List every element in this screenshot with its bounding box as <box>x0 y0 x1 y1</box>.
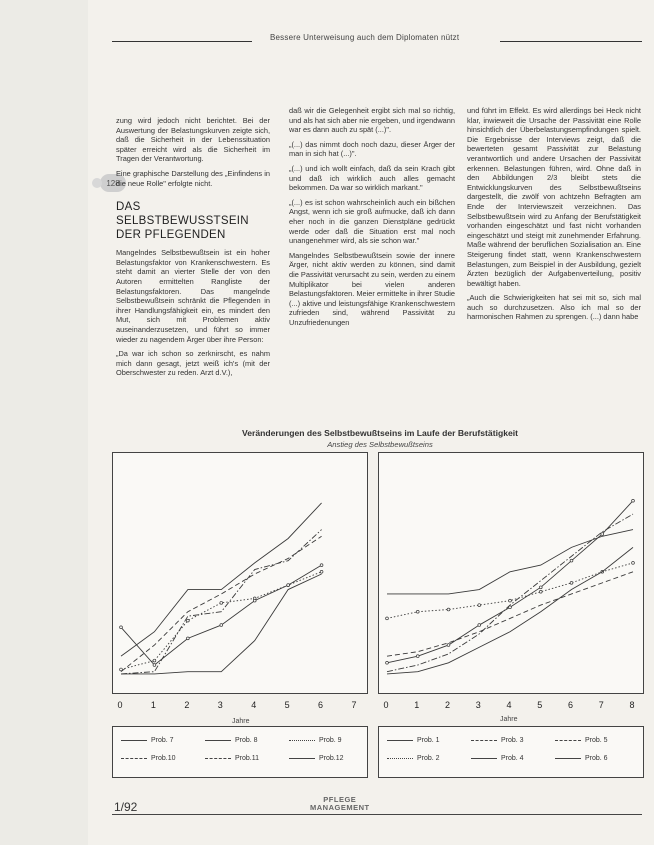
data-point <box>416 655 419 658</box>
data-point <box>386 661 389 664</box>
page-number: 1/92 <box>114 800 138 814</box>
legend-swatch <box>555 758 581 759</box>
series-line-prob-3 <box>387 572 633 656</box>
x-tick-label: 3 <box>217 700 223 710</box>
data-point <box>509 599 512 602</box>
series-line-prob-4 <box>387 547 633 674</box>
data-point <box>287 584 290 587</box>
legend-swatch <box>205 758 231 759</box>
legend-swatch <box>387 758 413 759</box>
legend-label: Prob. 7 <box>151 737 174 744</box>
text-column-2 <box>289 106 455 332</box>
data-point <box>386 617 389 620</box>
page-marker-label: 128 <box>106 178 120 188</box>
data-point <box>478 604 481 607</box>
x-tick-label: 3 <box>475 700 481 710</box>
legend-item <box>387 737 440 744</box>
legend-label: Prob. 6 <box>585 755 608 762</box>
paragraph: zung wird jedoch nicht berichtet. Bei der Auswertung der Belastungskurven zeigte sich, daß die Sicherheit in der Lebenssituation später erreicht wird als die Sicherheit im Tragen der Verantwortung. <box>116 116 270 164</box>
series-line-prob-7 <box>121 503 322 656</box>
legend-right <box>378 726 644 778</box>
legend-label: Prob.11 <box>235 755 259 762</box>
x-axis-label-right: Jahre <box>500 716 518 723</box>
legend-left <box>112 726 368 778</box>
figure-title: Veränderungen des Selbstbewußtseins im Laufe der Berufstätigkeit <box>241 428 519 438</box>
paragraph: „Auch die Schwierigkeiten hat sei mit so, sich mal auch so durchzusetzen. Also ich mal so der harmonischen Rahmen zu sprengen. (...) dann habe <box>467 293 641 322</box>
data-point <box>220 601 223 604</box>
legend-label: Prob. 5 <box>585 737 608 744</box>
legend-item <box>205 755 259 762</box>
paragraph: Mangelndes Selbstbewußtsein sowie der innere Ärger, nicht aktiv werden zu können, sind damit die Passivität verursacht zu sein, werden zu einem Multiplikator bei vielen anderen Belastungsfaktoren. Meier ermittelte in ihrer Studie (...) aktive und leistungsfähige Krankenschwestern zufrieden sind, während Passivität zu Unzufriedenungen <box>289 250 455 327</box>
x-tick-label: 6 <box>318 700 324 710</box>
chart-panel-left <box>112 452 368 694</box>
legend-swatch <box>471 740 497 741</box>
header-rule-right <box>500 41 642 42</box>
legend-item <box>471 755 524 762</box>
data-point <box>447 608 450 611</box>
legend-item <box>121 737 174 744</box>
legend-swatch <box>387 740 413 741</box>
legend-label: Prob. 8 <box>235 737 258 744</box>
data-point <box>320 564 323 567</box>
x-tick-label: 4 <box>506 700 512 710</box>
legend-item <box>289 737 342 744</box>
data-point <box>570 581 573 584</box>
legend-label: Prob.12 <box>319 755 344 762</box>
running-head: Bessere Unterweisung auch dem Diplomaten nützt <box>270 33 460 42</box>
footer-rule <box>112 814 642 815</box>
legend-item <box>387 755 440 762</box>
data-point <box>220 624 223 627</box>
x-tick-label: 8 <box>629 700 635 710</box>
data-point <box>601 533 604 536</box>
paragraph: und führt im Effekt. Es wird allerdings bei Heck nicht klar, inwieweit die Ursache der Passivität eine Rolle hinsichtlich der Überbelastungsempfindungen spielt. Die Ergebnisse der Interviews zeigt, daß die bewerteten gesamt Passivität zur Belastung verantwortlich und andere Ursachen der Passivität erkennen. Belastungen führen, wird. Ohne daß in den Abbildungen 2/3 bleibt stets die Entwicklungskurven des Selbstbewußtseins dargestellt, die zwölf von achtzehn Befragten am Ende der Interviewszeit verzeichnen. Das Selbstbewußtsein wird zu Anfang der Berufstätigkeit vorhanden eingeschätzt und fast nicht vorhanden eingeschätzt und steigt mit zunehmender Erfahrung. Maße während der beruflichen Sozialisation an. Eine Steigerung findet statt, wenn Krankenschwestern Belastungen, zum Beispiel in der Ausbildung, gezielt Ärzten bezüglich der Aufgabenverteilung, positiv bewältigt haben. <box>467 106 641 288</box>
x-tick-label: 4 <box>251 700 257 710</box>
data-point <box>632 499 635 502</box>
legend-label: Prob.10 <box>151 755 176 762</box>
data-point <box>253 599 256 602</box>
legend-item <box>121 755 176 762</box>
x-tick-label: 7 <box>598 700 604 710</box>
legend-item <box>205 737 258 744</box>
data-point <box>186 637 189 640</box>
x-tick-label: 2 <box>444 700 450 710</box>
paragraph: „(...) es ist schon wahrscheinlich auch ein bißchen Angst, wenn ich sie groß aufmucke, daß ich dann eher noch in die ganzen Dienstpläne gedrückt werde oder daß die Situation erst mal noch unangenehmer wird, als sie schon war." <box>289 197 455 246</box>
legend-swatch <box>121 740 147 741</box>
section-title-line-2: DER PFLEGENDEN <box>116 229 226 242</box>
x-tick-label: 0 <box>117 700 123 710</box>
legend-item <box>471 737 524 744</box>
paragraph: „(...) und ich wollt einfach, daß da sein Krach gibt und daß ich wirklich auch alles gemacht bekommen. Da war so wirklich markant." <box>289 163 455 193</box>
header-rule-left <box>112 41 252 42</box>
legend-swatch <box>289 740 315 741</box>
legend-swatch <box>289 758 315 759</box>
logo-line-1: PFLEGE <box>323 795 357 804</box>
legend-swatch <box>121 758 147 759</box>
data-point <box>478 624 481 627</box>
data-point <box>539 586 542 589</box>
legend-item <box>555 755 608 762</box>
data-point <box>509 606 512 609</box>
data-point <box>632 562 635 565</box>
paragraph: daß wir die Gelegenheit ergibt sich mal so richtig, und als hat sich aber nie ergeben, und irgendwann war es dann auch zu spät (...)". <box>289 106 455 135</box>
legend-swatch <box>205 740 231 741</box>
line-chart-right <box>379 453 643 693</box>
legend-swatch <box>471 758 497 759</box>
text-column-1 <box>116 116 270 383</box>
x-tick-label: 6 <box>567 700 573 710</box>
legend-label: Prob. 1 <box>417 737 440 744</box>
data-point <box>570 559 573 562</box>
paragraph: „Da war ich schon so zerknirscht, es nahm mich dann gesagt, jetzt weiß ich's (mit der Oberschwester zu reden. Arzt d.V.), <box>116 349 270 378</box>
text-column-3 <box>467 106 641 418</box>
data-point <box>186 619 189 622</box>
x-tick-label: 5 <box>284 700 290 710</box>
figure-subtitle: Anstieg des Selbstbewußtseins <box>327 440 433 449</box>
chart-panel-right <box>378 452 644 694</box>
x-tick-label: 1 <box>414 700 420 710</box>
x-axis-label-left: Jahre <box>232 718 250 725</box>
x-tick-label: 0 <box>383 700 389 710</box>
legend-label: Prob. 4 <box>501 755 524 762</box>
legend-label: Prob. 3 <box>501 737 524 744</box>
logo-line-2: MANAGEMENT <box>310 803 370 812</box>
page-edge-shadow <box>0 0 88 845</box>
legend-label: Prob. 2 <box>417 755 440 762</box>
legend-item <box>289 755 344 762</box>
paragraph: Eine graphische Darstellung des „Einfindens in die neue Rolle" erfolgte nicht. <box>116 168 270 188</box>
x-tick-label: 1 <box>150 700 156 710</box>
line-chart-left <box>113 453 367 693</box>
section-title-line-1: DAS SELBSTBEWUSSTSEIN <box>116 201 249 228</box>
page-marker-dot <box>92 178 102 188</box>
data-point <box>447 644 450 647</box>
section-title <box>116 200 270 242</box>
x-tick-label: 2 <box>184 700 190 710</box>
series-line-prob-9 <box>121 572 322 670</box>
paragraph: Mangelndes Selbstbewußtsein ist ein hoher Belastungsfaktor von Krankenschwestern. Es steht damit an vierter Stelle der von den Autoren ermittelten Rangliste der Belastungsfaktoren. Das mangelnde Selbstbewußtsein schränkt die Pflegenden in ihrer Handlungsfähigkeit ein, es mindert den Mut, sich mit Problemen aktiv auseinanderzusetzen, und führt so immer wieder zu nagendem Ärger über ihre Person: <box>116 248 270 344</box>
legend-item <box>555 737 608 744</box>
legend-swatch <box>555 740 581 741</box>
data-point <box>153 659 156 662</box>
x-tick-label: 5 <box>537 700 543 710</box>
legend-label: Prob. 9 <box>319 737 342 744</box>
series-line-prob-2 <box>387 563 633 619</box>
series-line-prob-6 <box>387 501 633 663</box>
magazine-logo <box>310 796 370 812</box>
data-point <box>539 590 542 593</box>
data-point <box>320 570 323 573</box>
series-line-prob-5 <box>387 514 633 672</box>
data-point <box>120 626 123 629</box>
x-tick-label: 7 <box>351 700 357 710</box>
series-line-prob-12 <box>121 565 322 665</box>
data-point <box>416 610 419 613</box>
paragraph: „(...) das nimmt doch noch dazu, dieser Ärger der man in sich hat (...)". <box>289 139 455 159</box>
data-point <box>153 664 156 667</box>
